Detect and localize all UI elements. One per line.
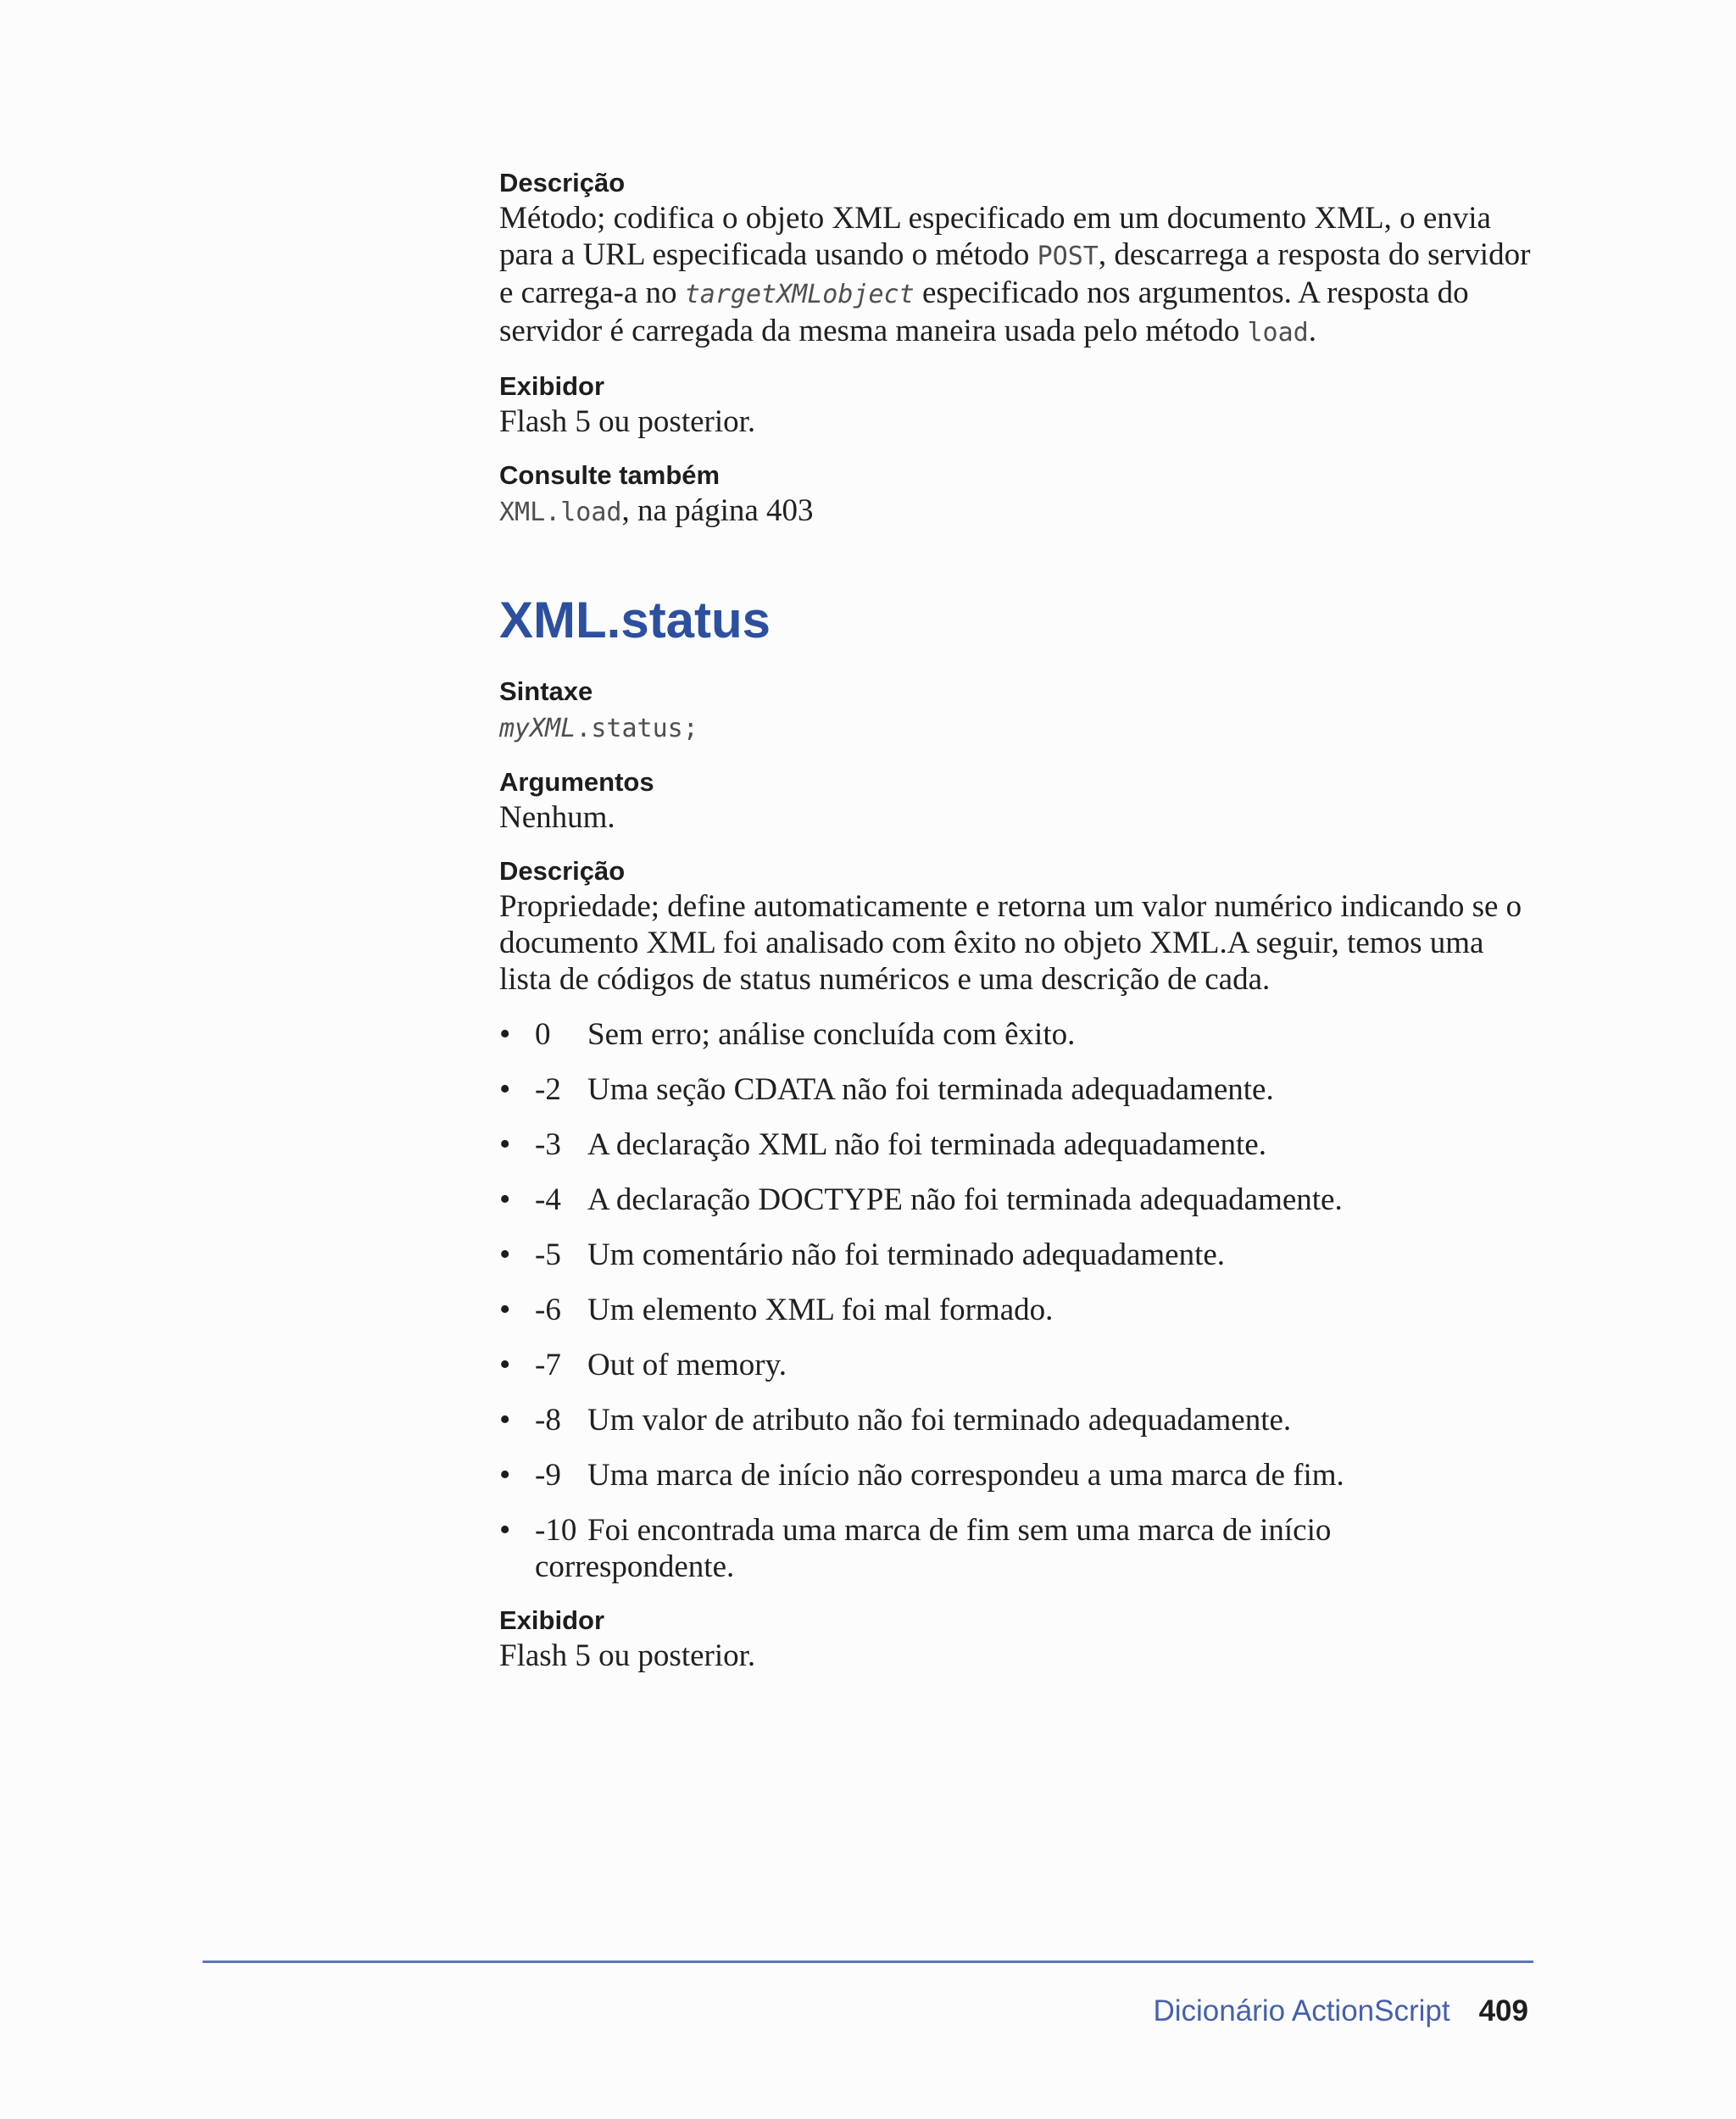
list-item [499,1402,1533,1438]
status-code: -3 [535,1127,561,1162]
status-code-text: Foi encontrada uma marca de fim sem uma marca de início correspondente. [535,1513,1332,1584]
status-code-text: A declaração DOCTYPE não foi terminada adequadamente. [587,1182,1343,1217]
list-item [499,1071,1533,1108]
syntax-object-code: myXML [499,714,576,743]
page-number: 409 [1478,1994,1528,2027]
bullet-icon: • [499,1126,511,1162]
status-code-text: Uma seção CDATA não foi terminada adequadamente. [587,1072,1274,1107]
bullet-icon: • [499,1347,511,1382]
see-also-text: , na página 403 [621,493,814,528]
footer-divider [203,1960,1533,1963]
arguments-text: Nenhum. [499,800,615,835]
description-text-part-1: Método; codifica o objeto XML especificado em um documento XML, o envia para a URL especificada usando o método [499,201,1491,272]
status-code: -8 [535,1403,561,1438]
list-item [499,1457,1533,1493]
list-item [499,1512,1533,1585]
status-code-text: Out of memory. [587,1348,787,1382]
description-paragraph [499,200,1533,351]
status-code: -2 [535,1072,561,1107]
bullet-icon: • [499,1182,511,1217]
post-code: POST [1037,242,1099,271]
status-code-text: Um valor de atributo não foi terminado adequadamente. [587,1403,1292,1438]
list-item [499,1347,1533,1383]
bullet-icon: • [499,1071,511,1107]
load-code: load [1247,318,1309,348]
status-code: -4 [535,1182,561,1217]
syntax-label: Sintaxe [499,676,593,706]
bullet-icon: • [499,1512,511,1548]
syntax-line [499,709,1533,747]
description-text-part-2: , descarrega a resposta do servidor e carrega-a no [499,237,1531,310]
footer-title: Dicionário ActionScript [1153,1994,1450,2027]
status-code: 0 [535,1017,551,1052]
xml-status-title: XML.status [499,592,771,648]
status-code: -10 [535,1513,577,1548]
status-code: -6 [535,1293,561,1327]
exibidor-text: Flash 5 ou posterior. [499,404,756,439]
bullet-icon: • [499,1237,511,1272]
exibidor-label: Exibidor [499,371,605,401]
status-code: -9 [535,1458,561,1493]
status-code-text: Uma marca de início não correspondeu a uma marca de fim. [587,1458,1344,1493]
see-also-label: Consulte também [499,460,721,490]
description-text-part-3: especificado nos argumentos. A resposta do servidor é carregada da mesma maneira usada pelo método [499,275,1469,348]
bullet-icon: • [499,1292,511,1327]
status-code-list [499,1016,1533,1585]
list-item [499,1292,1533,1328]
bullet-icon: • [499,1016,511,1052]
page-footer [1153,1994,1528,2028]
status-description-label: Descrição [499,856,626,886]
bullet-icon: • [499,1402,511,1438]
status-description-text: Propriedade; define automaticamente e retorna um valor numérico indicando se o documento XML foi analisado com êxito no objeto XML.A seguir, temos uma lista de códigos de status numéricos e uma descrição de cada. [499,889,1522,997]
list-item [499,1182,1533,1218]
syntax-property-code: .status; [576,714,698,743]
status-code-text: Um elemento XML foi mal formado. [587,1293,1054,1327]
target-xml-object-code: targetXMLobject [684,280,915,309]
description-text-part-4: . [1308,314,1316,348]
see-also-line [499,492,1533,531]
status-exibidor-label: Exibidor [499,1605,605,1635]
status-code-text: Sem erro; análise concluída com êxito. [587,1017,1076,1052]
document-content [499,166,1533,1693]
status-code: -5 [535,1237,561,1272]
status-code: -7 [535,1348,561,1382]
status-exibidor-text: Flash 5 ou posterior. [499,1638,756,1673]
arguments-label: Argumentos [499,767,654,797]
status-code-text: Um comentário não foi terminado adequadamente. [587,1237,1226,1272]
bullet-icon: • [499,1457,511,1493]
list-item [499,1126,1533,1163]
list-item [499,1237,1533,1273]
description-label: Descrição [499,168,626,197]
status-code-text: A declaração XML não foi terminada adequadamente. [587,1127,1266,1162]
list-item [499,1016,1533,1053]
see-also-code: XML.load [499,498,622,527]
